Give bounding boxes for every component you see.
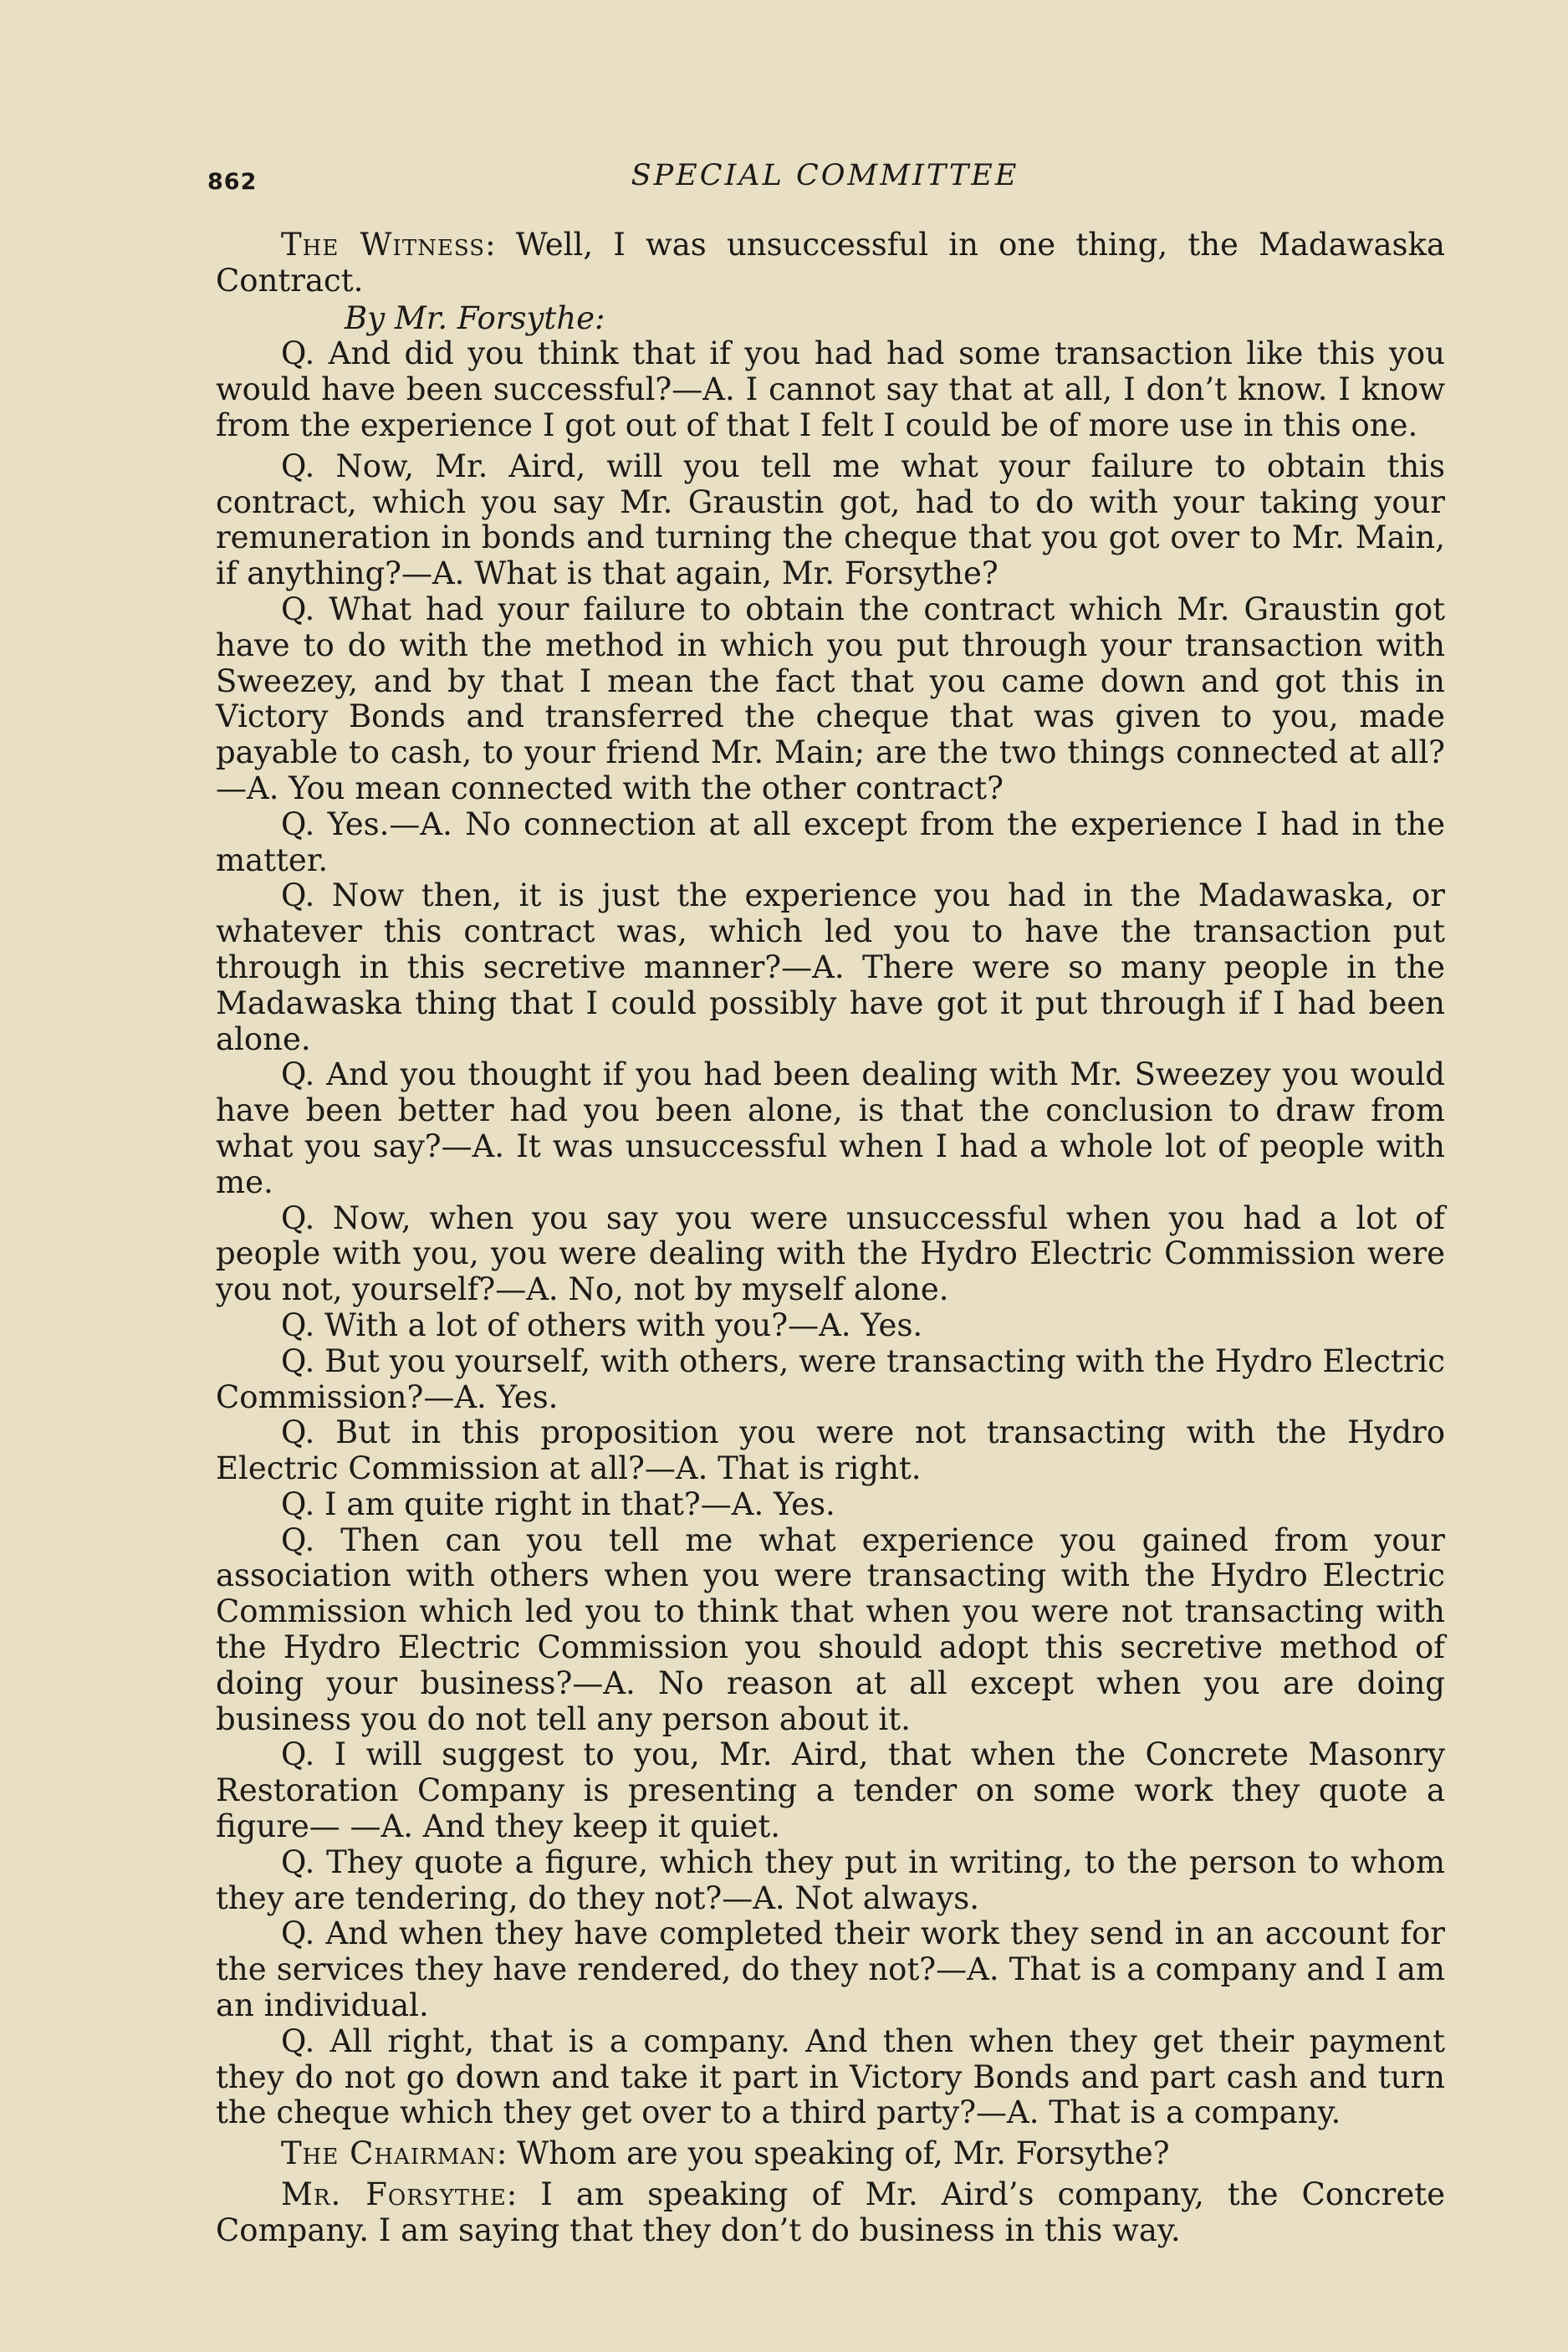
- paragraph: Q. Now, when you say you were unsuccessful when you had a lot of people with you, you were dealing with the Hydro Electric Commission were you not, yourself?—A. No, not by myself alone.: [216, 1199, 1445, 1308]
- statement-text: : Well, I was unsuccessful in one thing, the Madawaska Contract.: [216, 227, 1445, 299]
- page-number: 862: [207, 169, 258, 195]
- paragraph: Q. What had your failure to obtain the contract which Mr. Graustin got have to do with the method in which you put through your transaction with Sweezey, and by that I mean the fact that you came down and got this in Victory Bonds and transferred the cheque that was given to you, made payable to cash, to your friend Mr. Main; are the two things connected at all? —A. You mean connected with the other contract?: [216, 591, 1445, 806]
- paragraph: Q. All right, that is a company. And then when they get their payment they do not go down and take it part in Victory Bonds and part cash and turn the cheque which they get over to a third party?—A. That is a company.: [216, 2022, 1445, 2131]
- speaker-chairman: The Chairman: [281, 2135, 497, 2172]
- paragraph-witness-statement: [216, 228, 1445, 299]
- paragraph: Q. With a lot of others with you?—A. Yes.: [281, 1306, 923, 1343]
- paragraph: Q. I am quite right in that?—A. Yes.: [281, 1485, 835, 1522]
- paragraph: Q. Yes.—A. No connection at all except from the experience I had in the matter.: [216, 805, 1445, 878]
- paragraph: Q. But in this proposition you were not transacting with the Hydro Electric Commission at all?—A. That is right.: [216, 1414, 1445, 1487]
- statement-text: : Whom are you speaking of, Mr. Forsythe?: [496, 2135, 1170, 2172]
- paragraph: Q. Now then, it is just the experience you had in the Madawaska, or whatever this contract was, which led you to have the transaction put through in this secretive manner?—A. There were so many people in the Madawaska thing that I could possibly have got it put through if I had been alone.: [216, 877, 1445, 1057]
- paragraph: Q. I will suggest to you, Mr. Aird, that when the Concrete Masonry Restoration Company is presenting a tender on some work they quote a figure— —A. And they keep it quiet.: [216, 1736, 1445, 1845]
- paragraph-forsythe-statement: [216, 2177, 1445, 2249]
- paragraph: Q. And you thought if you had been dealing with Mr. Sweezey you would have been better had you been alone, is that the conclusion to draw from what you say?—A. It was unsuccessful when I had a whole lot of people with me.: [216, 1056, 1445, 1200]
- speaker-witness: The Witness: [281, 227, 486, 263]
- examiner-byline: By Mr. Forsythe:: [345, 299, 605, 336]
- paragraph: Q. They quote a figure, which they put in writing, to the person to whom they are tendering, do they not?—A. Not always.: [216, 1843, 1445, 1916]
- page-header: [207, 159, 1443, 201]
- paragraph: Q. Then can you tell me what experience you gained from your association with others when you were transacting with the Hydro Electric Commission which led you to think that when you were not transacting with the Hydro Electric Commission you should adopt this secretive method of doing your business?—A. No reason at all except when you are doing business you do not tell any person about it.: [216, 1521, 1445, 1737]
- statement-text: : I am speaking of Mr. Aird’s company, the Concrete Company. I am saying that they don’t do business in this way.: [216, 2176, 1445, 2248]
- paragraph: Q. And did you think that if you had had some transaction like this you would have been successful?—A. I cannot say that at all, I don’t know. I know from the experience I got out of that I felt I could be of more use in this one.: [216, 335, 1445, 443]
- paragraph: Q. And when they have completed their work they send in an account for the services they have rendered, do they not?—A. That is a company and I am an individual.: [216, 1915, 1445, 2024]
- paragraph-chairman-statement: [216, 2136, 1445, 2172]
- speaker-forsythe: Mr. Forsythe: [281, 2176, 507, 2213]
- transcript-body: [216, 228, 1445, 2249]
- paragraph: Q. But you yourself, with others, were transacting with the Hydro Electric Commission?—A. Yes.: [216, 1342, 1445, 1415]
- paragraph: Q. Now, Mr. Aird, will you tell me what your failure to obtain this contract, which you say Mr. Graustin got, had to do with your taking your remuneration in bonds and turning the cheque that you got over to Mr. Main, if anything?—A. What is that again, Mr. Forsythe?: [216, 447, 1445, 592]
- running-head: SPECIAL COMMITTEE: [631, 159, 1019, 192]
